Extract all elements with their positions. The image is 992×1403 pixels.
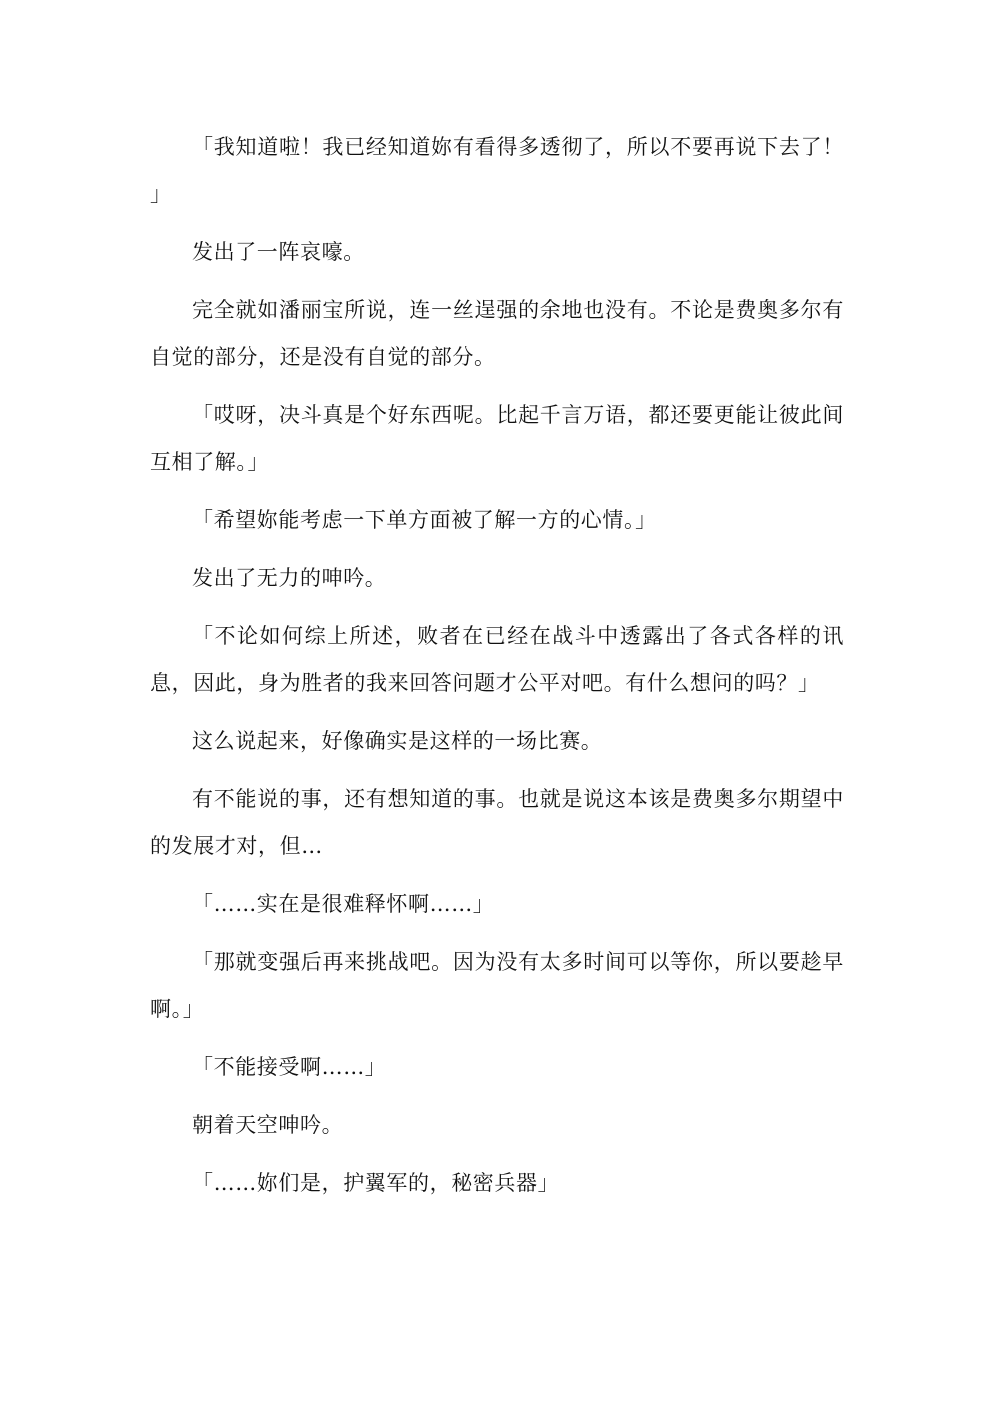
paragraph: 「不论如何综上所述，败者在已经在战斗中透露出了各式各样的讯息，因此，身为胜者的我来回答问题才公平对吧。有什么想问的吗？」 <box>150 624 844 695</box>
paragraph: 「那就变强后再来挑战吧。因为没有太多时间可以等你，所以要趁早啊。」 <box>150 950 844 1021</box>
paragraph: 发出了一阵哀嚎。 <box>192 240 365 264</box>
paragraph: 「希望妳能考虑一下单方面被了解一方的心情。」 <box>192 508 657 532</box>
document-page <box>150 124 866 1218</box>
paragraph: 「我知道啦！我已经知道妳有看得多透彻了，所以不要再说下去了！ 」 <box>150 135 866 206</box>
paragraph: 「哎呀，决斗真是个好东西呢。比起千言万语，都还要更能让彼此间互相了解。」 <box>150 403 844 474</box>
paragraph: 「……实在是很难释怀啊……」 <box>192 892 495 916</box>
paragraph: 完全就如潘丽宝所说，连一丝逞强的余地也没有。不论是费奥多尔有自觉的部分，还是没有自觉的部分。 <box>150 298 844 369</box>
paragraph: 有不能说的事，还有想知道的事。也就是说这本该是费奥多尔期望中的发展才对，但… <box>150 787 844 858</box>
paragraph: 朝着天空呻吟。 <box>192 1113 344 1137</box>
paragraph: 「不能接受啊……」 <box>192 1055 387 1079</box>
paragraph: 发出了无力的呻吟。 <box>192 566 387 590</box>
paragraph: 「……妳们是，护翼军的，秘密兵器」 <box>192 1171 560 1195</box>
paragraph: 这么说起来，好像确实是这样的一场比赛。 <box>192 729 603 753</box>
